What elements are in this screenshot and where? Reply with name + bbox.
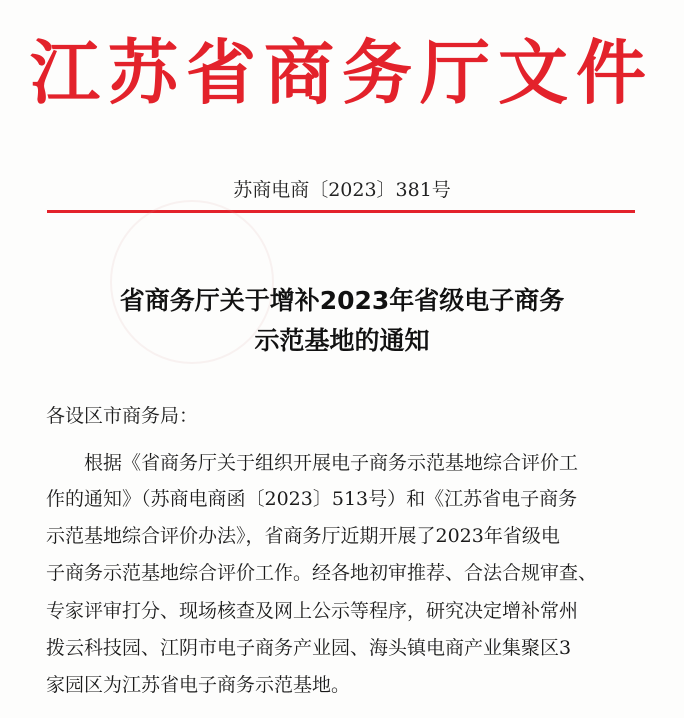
document-header-title: 江苏省商务厅文件 (30, 32, 654, 114)
notice-title (0, 281, 684, 361)
document-number: 苏商电商〔2023〕381号 (233, 179, 451, 201)
notice-title-line-1: 省商务厅关于增补2023年省级电子商务 (119, 286, 565, 315)
body-paragraph-line: 示范基地综合评价办法》，省商务厅近期开展了2023年省级电 (46, 525, 560, 547)
body-paragraph-line: 专家评审打分、现场核查及网上公示等程序，研究决定增补常州 (46, 600, 579, 622)
red-divider-line (47, 210, 635, 213)
body-paragraph-line: 作的通知》（苏商电商函〔2023〕513号）和《江苏省电子商务 (46, 488, 578, 510)
body-paragraph-line: 拨云科技园、江阴市电子商务产业园、海头镇电商产业集聚区3 (46, 637, 572, 659)
body-paragraph-line: 根据《省商务厅关于组织开展电子商务示范基地综合评价工 (84, 452, 579, 474)
body-paragraph-line: 家园区为江苏省电子商务示范基地。 (46, 674, 351, 696)
body-paragraph-line: 子商务示范基地综合评价工作。经各地初审推荐、合法合规审查、 (46, 562, 598, 584)
salutation: 各设区市商务局： (46, 405, 199, 427)
notice-title-line-2: 示范基地的通知 (254, 326, 430, 355)
